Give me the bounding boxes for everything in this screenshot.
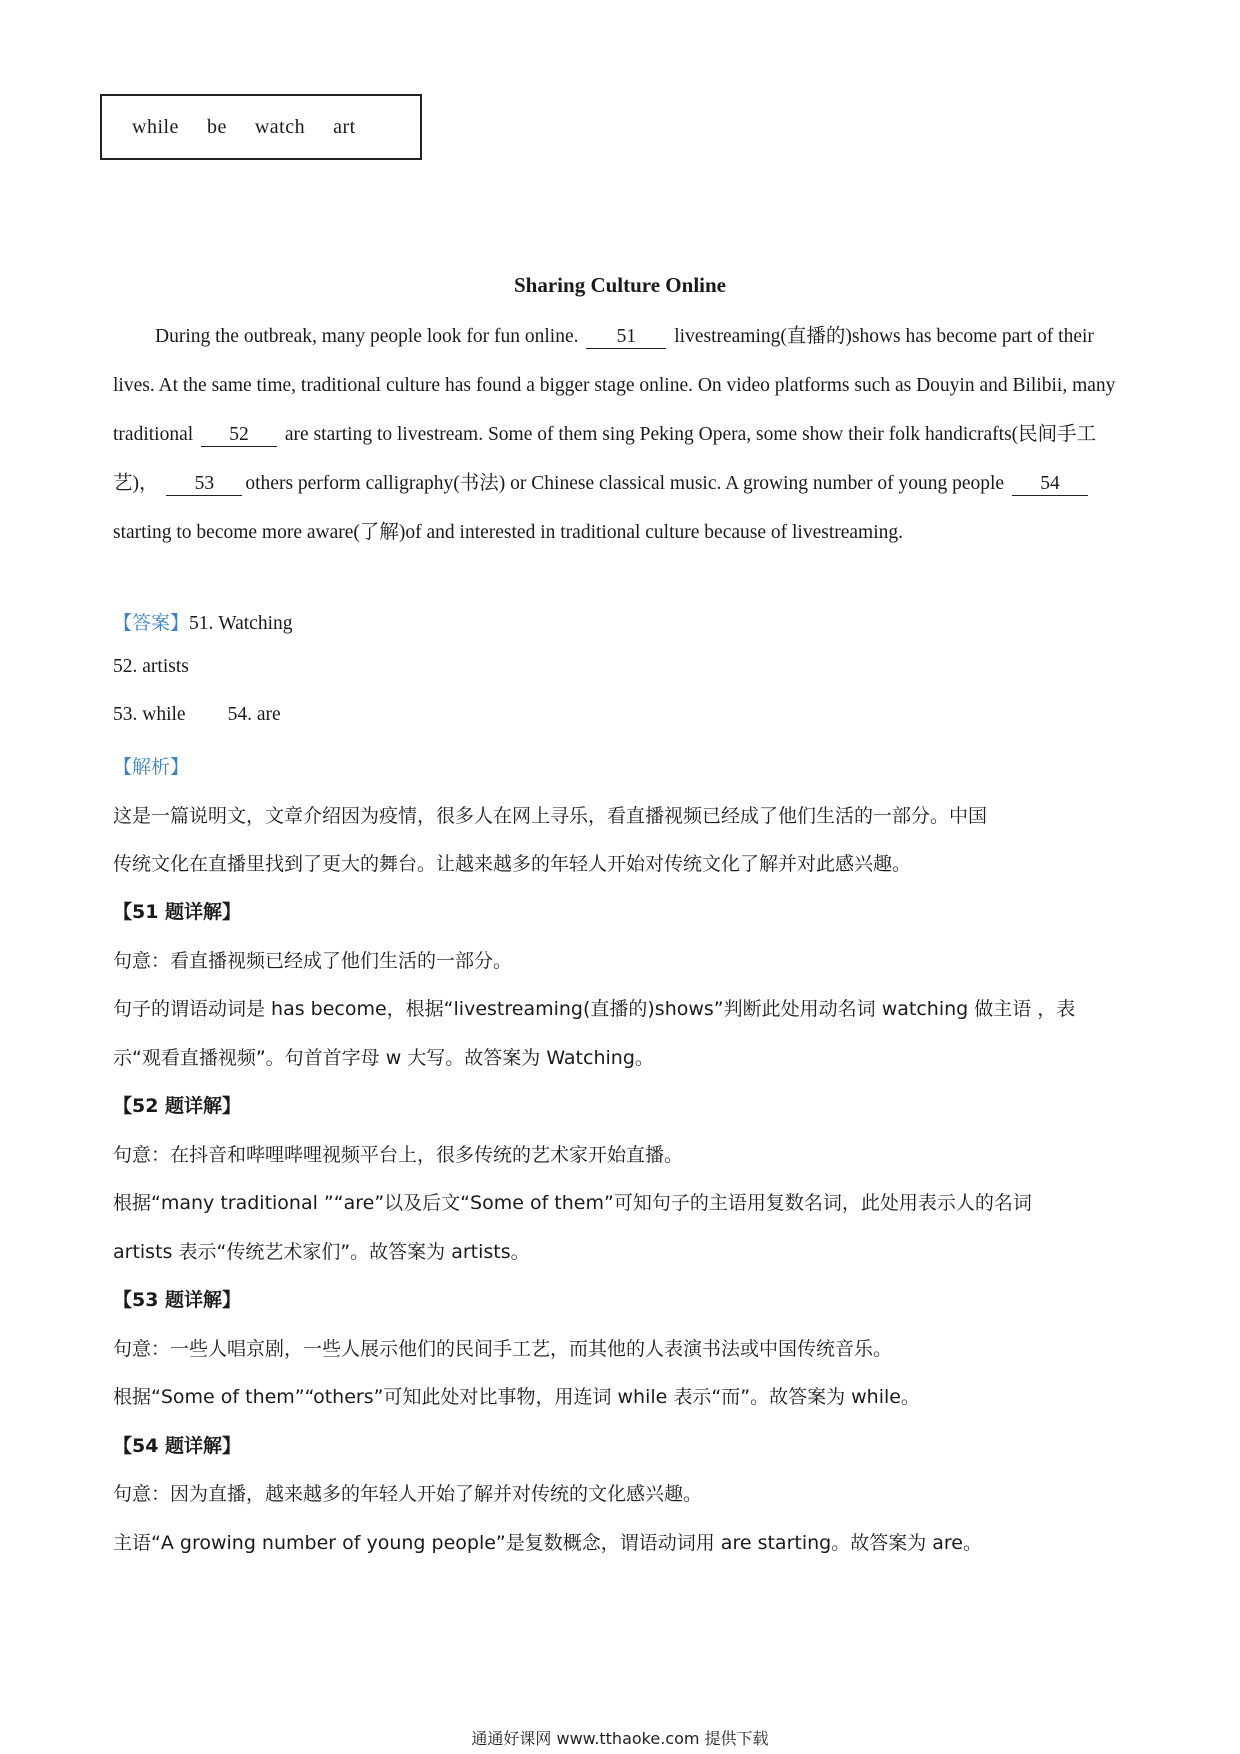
q51-meaning: 句意：看直播视频已经成了他们生活的一部分。: [113, 950, 513, 972]
q52-explanation: artists 表示“传统艺术家们”。故答案为 artists。: [113, 1241, 530, 1263]
q53-meaning: 句意：一些人唱京剧，一些人展示他们的民间手工艺，而其他的人表演书法或中国传统音乐。: [113, 1338, 893, 1360]
passage-text: During the outbreak, many people look for fun online.: [155, 326, 579, 347]
word-option: while: [132, 115, 179, 138]
passage-text: starting to become more aware(了解)of and interested in traditional culture because of livestreaming.: [113, 522, 903, 543]
q51-explanation: 示“观看直播视频”。句首首字母 w 大写。故答案为 Watching。: [113, 1047, 654, 1069]
passage-text: are starting to livestream. Some of them sing Peking Opera, some show their folk handicrafts(民间手工艺)，: [113, 424, 1097, 494]
answer-52: 52. artists: [113, 656, 189, 677]
q54-explanation: 主语“A growing number of young people”是复数概念，谓语动词用 are starting。故答案为 are。: [113, 1532, 982, 1554]
blank-54: 54: [1012, 473, 1088, 496]
passage-paragraph: [113, 312, 1133, 557]
word-option: art: [333, 115, 356, 138]
q51-explanation: 句子的谓语动词是 has become，根据“livestreaming(直播的)shows”判断此处用动名词 watching 做主语 ，表: [113, 998, 1076, 1020]
answer-row: [113, 704, 1133, 726]
passage-title: Sharing Culture Online: [514, 273, 726, 297]
q51-heading: 【51 题详解】: [113, 901, 242, 923]
answer-label: 【答案】: [113, 612, 190, 634]
answer-51: 51. Watching: [189, 613, 293, 634]
answer-line: [113, 608, 1133, 635]
answer-53: 53. while: [113, 704, 186, 725]
q53-heading: 【53 题详解】: [113, 1289, 242, 1311]
analysis-text: 传统文化在直播里找到了更大的舞台。让越来越多的年轻人开始对传统文化了解并对此感兴趣。: [113, 853, 912, 875]
word-option: watch: [254, 115, 306, 138]
answer-54: 54. are: [227, 704, 281, 725]
q53-explanation: 根据“Some of them”“others”可知此处对比事物，用连词 while 表示“而”。故答案为 while。: [113, 1386, 920, 1408]
analysis-text: 这是一篇说明文，文章介绍因为疫情，很多人在网上寻乐，看直播视频已经成了他们生活的一部分。中国: [113, 805, 988, 827]
word-bank-box: [100, 94, 422, 160]
passage-text: livestreaming(直播的)shows has become part of their lives. At the same time, traditional culture has found a bigger stage online. On video platforms such as Douyin and Bilibii, many traditional: [113, 326, 1116, 445]
blank-51: 51: [586, 326, 666, 349]
blank-52: 52: [201, 424, 277, 447]
page-footer: 通通好课网 www.tthaoke.com 提供下载: [471, 1729, 769, 1748]
word-option: be: [206, 115, 227, 138]
q54-heading: 【54 题详解】: [113, 1435, 242, 1457]
passage-text: others perform calligraphy(书法) or Chinese classical music. A growing number of young people: [245, 473, 1005, 494]
blank-53: 53: [166, 473, 242, 496]
q52-heading: 【52 题详解】: [113, 1095, 242, 1117]
q52-meaning: 句意：在抖音和哔哩哔哩视频平台上，很多传统的艺术家开始直播。: [113, 1144, 684, 1166]
q54-meaning: 句意：因为直播，越来越多的年轻人开始了解并对传统的文化感兴趣。: [113, 1483, 703, 1505]
q52-explanation: 根据“many traditional ”“are”以及后文“Some of them”可知句子的主语用复数名词，此处用表示人的名词: [113, 1192, 1032, 1214]
analysis-label: 【解析】: [113, 756, 190, 778]
